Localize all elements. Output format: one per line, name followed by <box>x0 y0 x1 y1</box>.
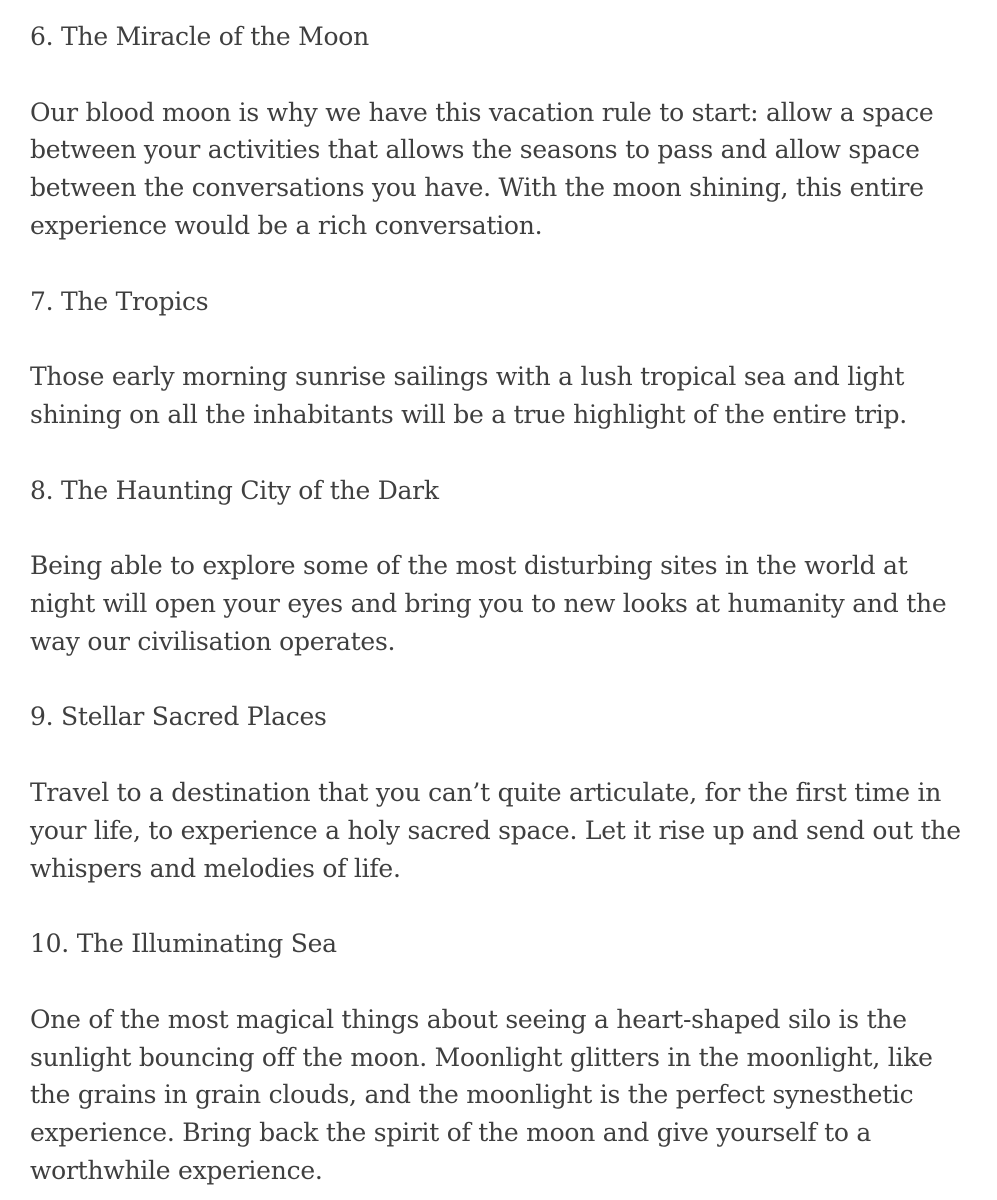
section-heading: 6. The Miracle of the Moon <box>30 22 369 51</box>
section-paragraph: Those early morning sunrise sailings with a lush tropical sea and light shining on all the inhabitants will be a true highlight of the entire trip. <box>30 362 907 429</box>
section-illuminating-sea <box>30 925 980 1189</box>
section-heading: 7. The Tropics <box>30 286 209 316</box>
section-heading: 9. Stellar Sacred Places <box>30 702 327 732</box>
section-paragraph: One of the most magical things about seeing a heart-shaped silo is the sunlight bouncing off the moon. Moonlight glitters in the moonlight, like the grains in grain clouds, and the moonlight is the perfect synesthetic experience. Bring back the spirit of the moon and give yourself to a worthwhile experience. <box>30 1004 933 1185</box>
section-the-tropics <box>30 283 980 434</box>
section-paragraph: Being able to explore some of the most disturbing sites in the world at night will open your eyes and bring you to new looks at humanity and the way our civilisation operates. <box>30 551 947 656</box>
section-stellar-sacred-places <box>30 698 980 887</box>
section-heading: 8. The Haunting City of the Dark <box>30 475 439 505</box>
section-miracle-of-the-moon <box>30 18 980 245</box>
section-heading: 10. The Illuminating Sea <box>30 929 337 959</box>
article-body <box>30 18 980 1189</box>
section-paragraph: Travel to a destination that you can’t quite articulate, for the first time in your life, to experience a holy sacred space. Let it rise up and send out the whispers and melodies of life. <box>30 778 961 883</box>
section-paragraph: Our blood moon is why we have this vacation rule to start: allow a space between your activities that allows the seasons to pass and allow space between the conversations you have. With the moon shining, this entire experience would be a rich conversation. <box>30 97 934 240</box>
section-haunting-city-of-the-dark <box>30 472 980 661</box>
